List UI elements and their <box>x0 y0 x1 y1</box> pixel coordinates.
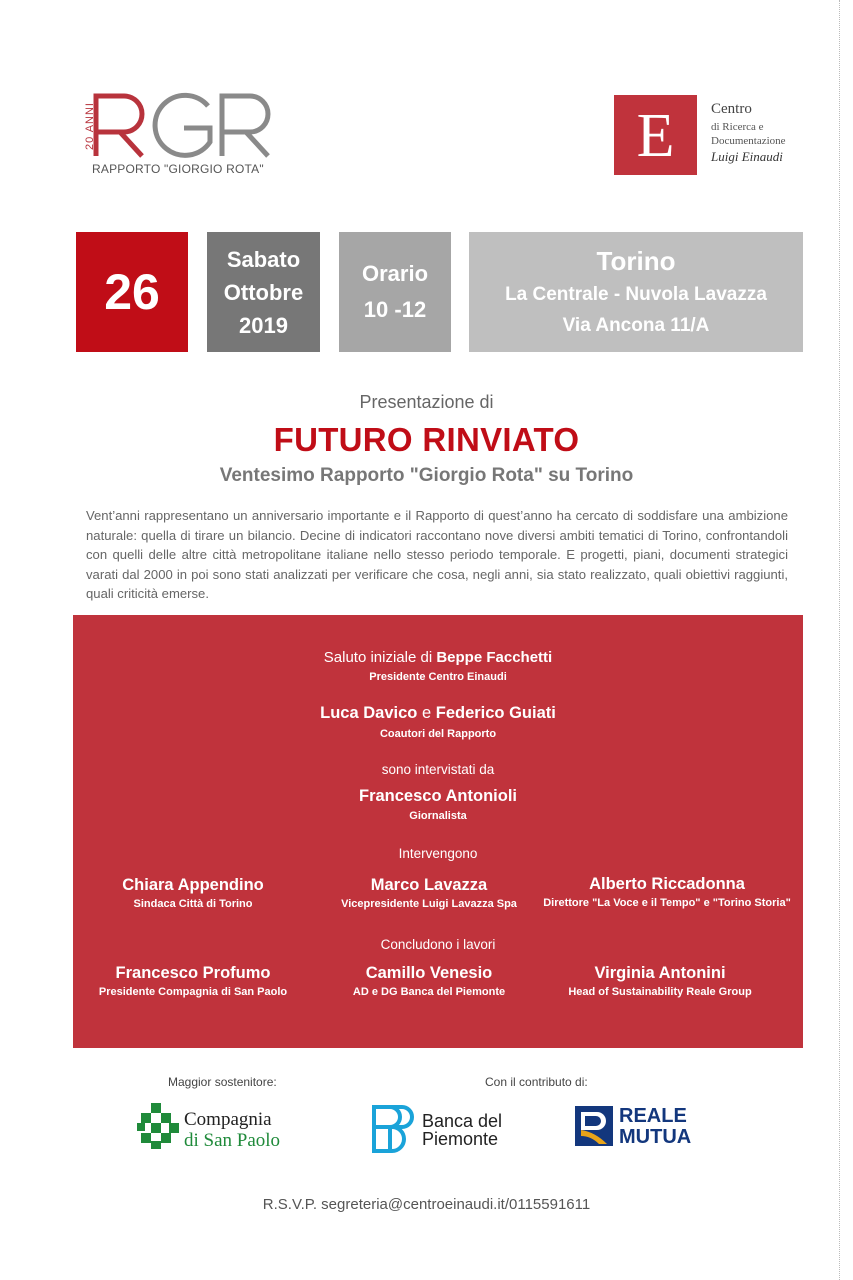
compagnia-line-2: di San Paolo <box>184 1130 281 1151</box>
authors-conjunction: e <box>421 704 432 722</box>
reale-r-icon <box>575 1106 613 1146</box>
date-box <box>207 232 320 352</box>
event-weekday: Sabato <box>226 246 301 272</box>
speaker-3 <box>535 875 799 909</box>
einaudi-mark-letter: E <box>636 102 675 170</box>
checker-cross-icon <box>137 1103 179 1149</box>
banca-del-piemonte-logo <box>370 1103 520 1155</box>
page-subtitle: Ventesimo Rapporto "Giorgio Rota" su Torino <box>219 465 634 486</box>
authors-role: Coautori del Rapporto <box>379 728 497 740</box>
closer-role: AD e DG Banca del Piemonte <box>352 986 506 998</box>
closer-3 <box>535 964 785 998</box>
author-name-1: Luca Davico <box>320 704 418 722</box>
speaker-2 <box>323 876 535 910</box>
speaker-1 <box>83 876 303 910</box>
closer-1 <box>83 964 303 998</box>
speaker-name: Marco Lavazza <box>370 876 488 894</box>
time-box <box>339 232 451 352</box>
contributors-label: Con il contributo di: <box>485 1075 588 1089</box>
greeting-prefix: Saluto iniziale di <box>323 649 433 666</box>
closer-name: Virginia Antonini <box>594 964 726 982</box>
event-day: 26 <box>104 264 160 320</box>
closer-2 <box>323 964 535 998</box>
authors-line <box>73 704 803 723</box>
einaudi-line-2: di Ricerca e <box>711 121 764 133</box>
speaker-name: Alberto Riccadonna <box>589 875 745 893</box>
speakers-label: Intervengono <box>398 846 478 861</box>
event-year: 2019 <box>239 312 288 338</box>
closer-role: Head of Sustainability Reale Group <box>568 986 752 998</box>
banca-line-1: Banca del <box>422 1111 503 1131</box>
author-name-2: Federico Guiati <box>435 704 556 722</box>
time-label: Orario <box>361 261 429 286</box>
einaudi-line-3: Documentazione <box>711 135 786 147</box>
rgr-monogram-icon <box>90 90 274 160</box>
reale-mutua-logo <box>575 1106 715 1152</box>
intro-paragraph: Vent’anni rappresentano un anniversario importante e il Rapporto di quest’anno ha cercato di soddisfare una ambizione naturale: quella di tirare un bilancio. Decine di indicatori raccontano nove diversi ambiti tematici di Torino, confrontandoli con quelli delle altre città metropolitane italiane nello stesso periodo temporale. E progetti, piani, documenti strategici varati dal 2000 in poi sono stati analizzati per verificare che cosa, negli anni, sia stato realizzato, quali obiettivi raggiunti, quali criticità emerse. <box>86 508 788 601</box>
closer-name: Francesco Profumo <box>115 964 271 982</box>
einaudi-e-icon <box>614 95 697 175</box>
reale-line-1: REALE <box>619 1105 687 1127</box>
day-box <box>76 232 188 352</box>
speaker-role: Sindaca Città di Torino <box>133 898 253 910</box>
speaker-role: Vicepresidente Luigi Lavazza Spa <box>341 898 517 910</box>
page-title: FUTURO RINVIATO <box>273 421 580 458</box>
interview-label: sono intervistati da <box>381 762 495 777</box>
greeting-line <box>73 649 803 666</box>
programme-panel <box>73 615 803 1048</box>
compagnia-san-paolo-logo <box>137 1103 297 1153</box>
time-value: 10 -12 <box>363 297 427 322</box>
einaudi-line-1: Centro <box>711 101 752 117</box>
centro-einaudi-logo <box>614 95 814 177</box>
greeting-name: Beppe Facchetti <box>436 649 553 666</box>
rgr-years-label: 20 ANNI <box>83 102 96 150</box>
rgr-subtitle: RAPPORTO "GIORGIO ROTA" <box>92 162 264 176</box>
closer-name: Camillo Venesio <box>365 964 493 982</box>
einaudi-line-4: Luigi Einaudi <box>711 149 783 164</box>
compagnia-line-1: Compagnia <box>184 1109 272 1130</box>
closing-label: Concludono i lavori <box>380 937 496 952</box>
greeting-role: Presidente Centro Einaudi <box>369 671 507 683</box>
banca-line-2: Piemonte <box>422 1129 499 1149</box>
rsvp-contact[interactable]: R.S.V.P. segreteria@centroeinaudi.it/0115591611 <box>262 1196 591 1213</box>
presentation-label: Presentazione di <box>359 392 494 412</box>
rgr-logo <box>74 90 284 185</box>
closer-role: Presidente Compagnia di San Paolo <box>98 986 288 998</box>
main-sponsor-label: Maggior sostenitore: <box>168 1075 277 1089</box>
page-edge-divider <box>839 0 840 1280</box>
reale-line-2: MUTUA <box>619 1126 692 1148</box>
event-venue: La Centrale - Nuvola Lavazza <box>505 284 767 305</box>
bp-monogram-icon <box>370 1103 416 1155</box>
speaker-role: Direttore "La Voce e il Tempo" e "Torino Storia" <box>543 897 791 909</box>
event-address: Via Ancona 11/A <box>562 315 710 336</box>
event-city: Torino <box>596 246 676 276</box>
interviewer-name: Francesco Antonioli <box>359 787 517 805</box>
event-month: Ottobre <box>223 279 304 305</box>
speaker-name: Chiara Appendino <box>122 876 264 894</box>
place-box <box>469 232 803 352</box>
interviewer-role: Giornalista <box>409 810 467 822</box>
